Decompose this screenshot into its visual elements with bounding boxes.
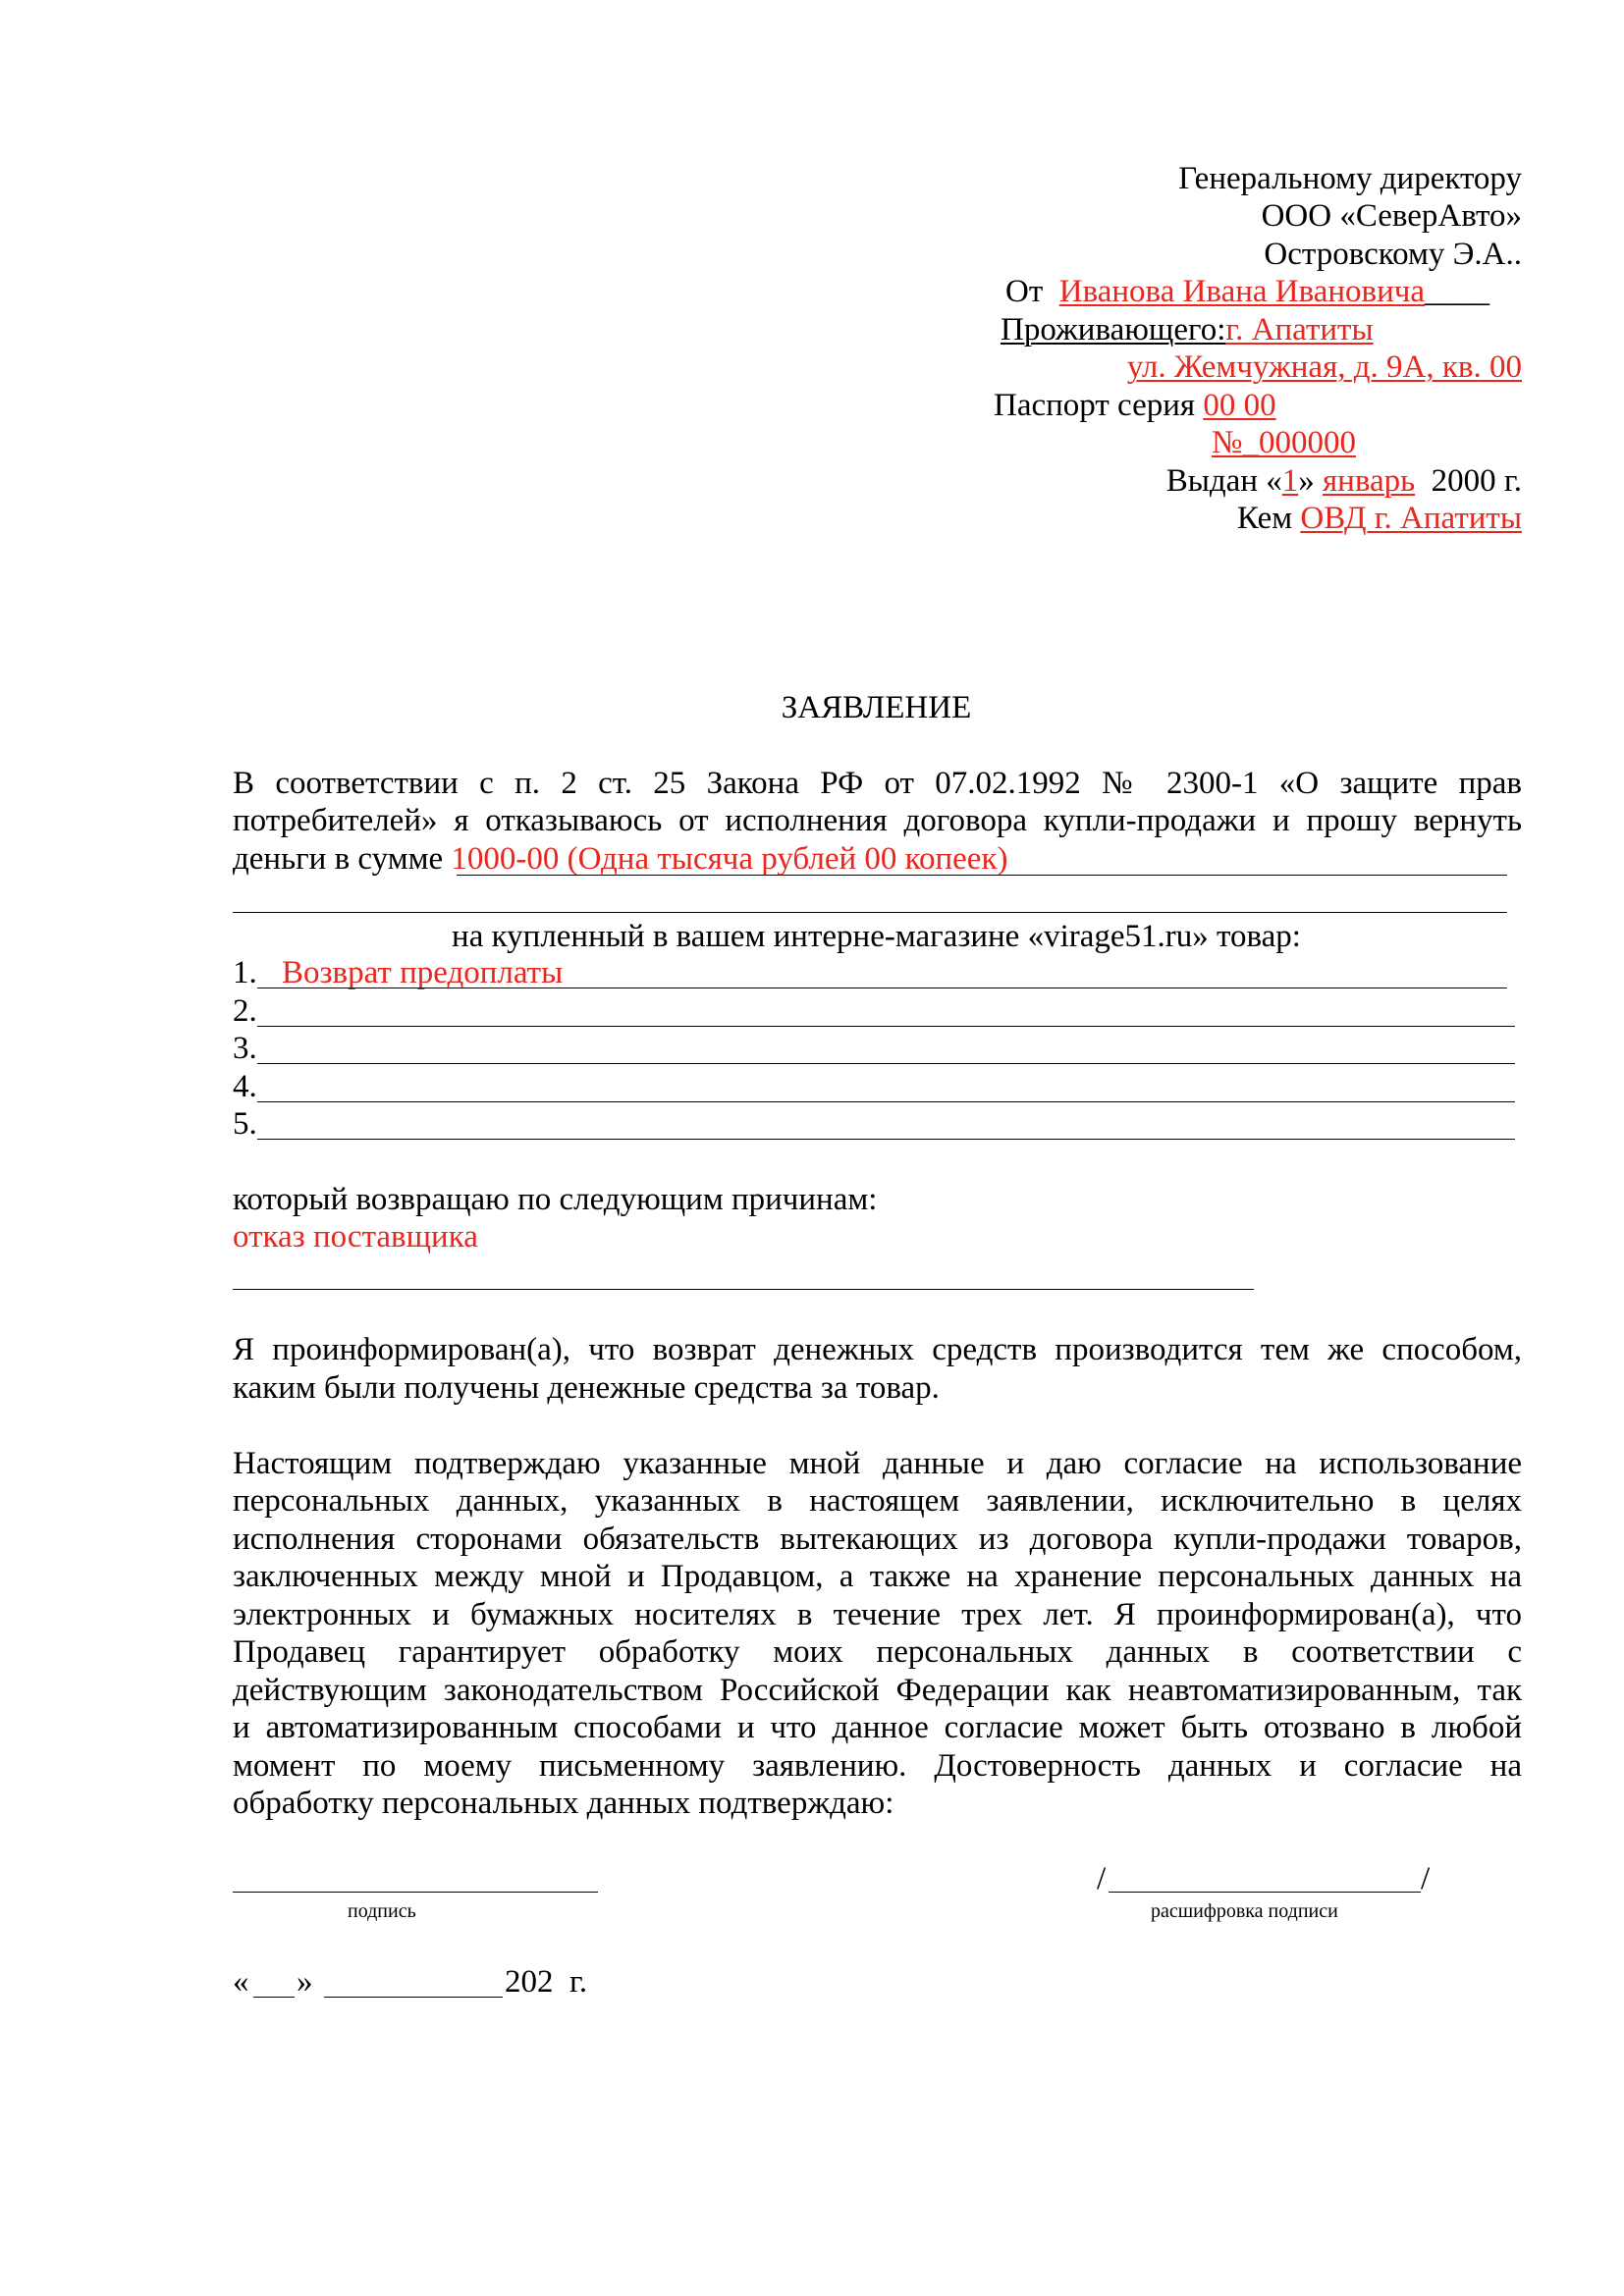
goods-item-5-num: 5.	[233, 1106, 257, 1142]
consent-line-10: обработку персональных данных подтверждаю:	[233, 1786, 894, 1821]
consent-line-4: заключенных между мной и Продавцом, а также на хранение персональных данных на	[233, 1559, 1522, 1594]
decode-slash-right: /	[1421, 1861, 1431, 1896]
goods-item-1-num: 1.	[233, 955, 257, 990]
decode-slash-left: /	[1097, 1861, 1107, 1896]
issued-mid: »	[1298, 463, 1315, 499]
consent-line-6: Продавец гарантирует обработку моих персональных данных в соответствии с	[233, 1634, 1522, 1670]
amount-label: деньги в сумме	[233, 841, 444, 877]
decode-caption: расшифровка подписи	[1151, 1900, 1338, 1922]
date-day-line	[253, 1997, 295, 1998]
amount-underline	[457, 875, 1507, 876]
addressee-line-2: ООО «СеверАвто»	[1261, 198, 1522, 234]
consent-line-1: Настоящим подтверждаю указанные мной данные и даю согласие на использование	[233, 1446, 1522, 1481]
issued-by-value: ОВД г. Апатиты	[1300, 501, 1522, 536]
amount-extra-line	[233, 912, 1507, 913]
reasons-line	[233, 1289, 1254, 1290]
amount-value: 1000-00 (Одна тысяча рублей 00 копеек)	[451, 841, 1008, 877]
document-title: ЗАЯВЛЕНИЕ	[781, 690, 972, 725]
decode-line	[1109, 1892, 1421, 1893]
date-close-quote: »	[297, 1964, 313, 2000]
signature-caption: подпись	[348, 1900, 416, 1922]
consent-line-5: электронных и бумажных носителях в течение трех лет. Я проинформирован(а), что	[233, 1597, 1522, 1632]
consent-line-9: момент по моему письменному заявлению. Достоверность данных и согласие на	[233, 1748, 1522, 1784]
addressee-line-3: Островскому Э.А..	[1264, 237, 1522, 272]
issued-month-value: январь	[1322, 463, 1416, 499]
passport-label: Паспорт серия	[994, 388, 1196, 423]
info-line-2: каким были получены денежные средства за товар.	[233, 1370, 940, 1406]
intro-line-1: В соответствии с п. 2 ст. 25 Закона РФ от 07.02.1992 № 2300-1 «О защите прав	[233, 766, 1522, 801]
from-underline-tail: ____	[1425, 274, 1490, 309]
goods-item-1-value: Возврат предоплаты	[282, 955, 564, 990]
consent-line-2: персональных данных, указанных в настоящем заявлении, исключительно в целях	[233, 1483, 1522, 1519]
goods-item-4-num: 4.	[233, 1069, 257, 1104]
reasons-value: отказ поставщика	[233, 1219, 478, 1255]
goods-item-2-num: 2.	[233, 993, 257, 1029]
issued-row	[1166, 465, 1522, 498]
issued-year: 2000 г.	[1431, 463, 1522, 499]
reasons-label: который возвращаю по следующим причинам:	[233, 1182, 878, 1217]
goods-item-4-line	[257, 1101, 1515, 1102]
issued-label: Выдан «	[1165, 463, 1282, 499]
from-label: От	[1005, 274, 1044, 309]
goods-item-2-line	[257, 1026, 1515, 1027]
passport-series-value: 00 00	[1203, 388, 1276, 423]
goods-heading: на купленный в вашем интерне-магазине «virage51.ru» товар:	[452, 919, 1301, 954]
intro-line-2: потребителей» я отказываюсь от исполнения договора купли-продажи и прошу вернуть	[233, 803, 1522, 838]
intro-line-3	[233, 843, 1007, 876]
goods-item-3-num: 3.	[233, 1031, 257, 1066]
addressee-line-1: Генеральному директору	[1178, 161, 1522, 196]
signature-line	[233, 1892, 598, 1893]
from-name-value: Иванова Ивана Ивановича	[1058, 274, 1426, 309]
consent-line-7: действующим законодательством Российской Федерации как неавтоматизированным, так	[233, 1673, 1522, 1708]
goods-item-3-line	[257, 1063, 1515, 1064]
issued-day-value: 1	[1281, 463, 1299, 499]
goods-item-5-line	[257, 1139, 1515, 1140]
issued-by-row	[1237, 503, 1522, 535]
date-open-quote: «	[233, 1964, 249, 2000]
passport-number-value: №_000000	[1212, 425, 1356, 460]
residing-address-value: ул. Жемчужная, д. 9А, кв. 00	[1126, 349, 1522, 385]
date-year: 202 г.	[505, 1964, 588, 2000]
residing-city-value: г. Апатиты	[1225, 312, 1374, 347]
consent-line-3: исполнения сторонами обязательств вытекающих из договора купли-продажи товаров,	[233, 1522, 1522, 1557]
issued-by-label: Кем	[1236, 501, 1293, 536]
passport-series-row	[994, 390, 1504, 422]
residing-row	[1001, 314, 1374, 347]
residing-label: Проживающего:	[1001, 312, 1226, 347]
date-month-line	[324, 1997, 503, 1998]
from-row	[1005, 276, 1489, 308]
consent-line-8: и автоматизированным способами и что данное согласие может быть отозвано в любой	[233, 1710, 1522, 1745]
info-line-1: Я проинформирован(а), что возврат денежных средств производится тем же способом,	[233, 1332, 1522, 1367]
